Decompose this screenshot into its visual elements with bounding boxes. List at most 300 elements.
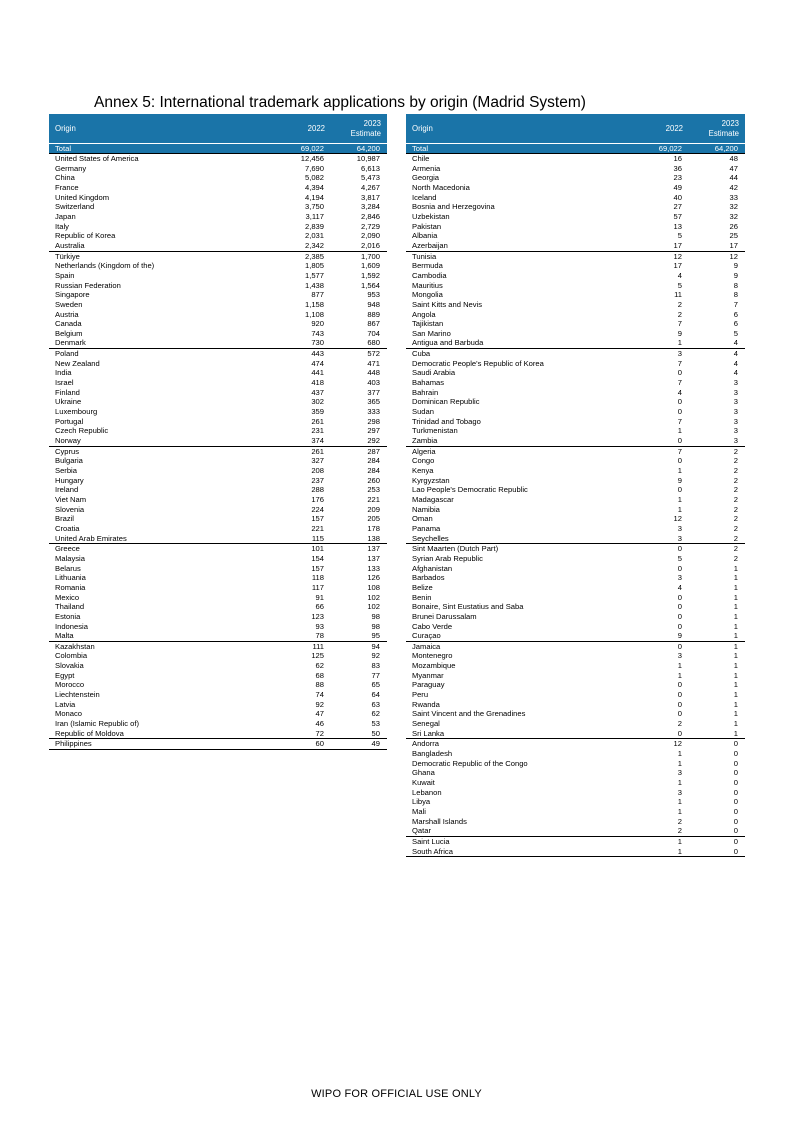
value-2022: 1 bbox=[677, 466, 682, 475]
value-2022: 1 bbox=[677, 836, 682, 846]
table-row bbox=[406, 397, 745, 407]
value-2022: 3 bbox=[677, 651, 682, 661]
value-2023: 0 bbox=[689, 847, 745, 857]
total-label: Total bbox=[49, 144, 275, 154]
value-2022: 224 bbox=[311, 504, 324, 514]
value-2023: 12 bbox=[729, 251, 738, 261]
country-name: Barbados bbox=[412, 573, 445, 583]
country-name: Lao People's Democratic Republic bbox=[412, 485, 528, 495]
table-row bbox=[49, 466, 387, 476]
value-2022: 36 bbox=[673, 163, 682, 173]
value-2023: 471 bbox=[367, 358, 380, 368]
table-row bbox=[406, 826, 745, 836]
value-2023: 102 bbox=[367, 602, 380, 612]
country-name: Thailand bbox=[55, 602, 85, 612]
country-name: Senegal bbox=[412, 719, 440, 729]
table-row bbox=[406, 222, 745, 232]
country-name: Armenia bbox=[412, 163, 441, 173]
value-2023: 63 bbox=[371, 699, 380, 709]
value-2023: 7 bbox=[733, 299, 738, 309]
value-2023: 1 bbox=[733, 573, 738, 583]
country-name: Mauritius bbox=[412, 280, 443, 290]
country-name: Bosnia and Herzegovina bbox=[412, 202, 495, 212]
table-row bbox=[49, 426, 387, 436]
value-2023: 138 bbox=[331, 534, 387, 544]
table-row bbox=[406, 154, 745, 164]
year-2023-header: 2023 Estimate bbox=[689, 114, 745, 144]
country-name: Switzerland bbox=[55, 202, 95, 212]
total-row bbox=[49, 144, 387, 154]
table-row bbox=[406, 661, 745, 671]
value-2022: 1 bbox=[677, 670, 682, 680]
table-row bbox=[49, 261, 387, 271]
value-2022: 1 bbox=[677, 749, 682, 759]
value-2022: 261 bbox=[311, 416, 324, 426]
country-name: Zambia bbox=[406, 436, 633, 446]
country-name: Cambodia bbox=[412, 270, 447, 280]
value-2023: 3,284 bbox=[360, 202, 380, 212]
value-2022: 3 bbox=[677, 523, 682, 533]
table-row bbox=[49, 651, 387, 661]
table-row bbox=[406, 564, 745, 574]
country-name: Jamaica bbox=[412, 641, 441, 651]
country-name: Tajikistan bbox=[412, 319, 444, 329]
value-2022: 12 bbox=[673, 251, 682, 261]
table-row bbox=[49, 310, 387, 320]
value-2023: 1 bbox=[733, 661, 738, 671]
table-row bbox=[406, 612, 745, 622]
value-2022: 157 bbox=[311, 563, 324, 573]
value-2023: 0 bbox=[733, 816, 738, 826]
value-2023: 292 bbox=[331, 436, 387, 446]
table-row bbox=[406, 690, 745, 700]
table-row bbox=[49, 290, 387, 300]
country-name: Singapore bbox=[55, 290, 90, 300]
value-2022: 261 bbox=[311, 446, 324, 456]
country-name: Liechtenstein bbox=[55, 690, 100, 700]
value-2022: 374 bbox=[275, 436, 331, 446]
country-name: Myanmar bbox=[412, 670, 444, 680]
country-name: Italy bbox=[55, 221, 69, 231]
table-row bbox=[406, 378, 745, 388]
origin-header: Origin bbox=[49, 114, 275, 144]
value-2022: 0 bbox=[677, 592, 682, 602]
table-row bbox=[49, 222, 387, 232]
table-row bbox=[406, 622, 745, 632]
value-2023: 32 bbox=[729, 211, 738, 221]
table-row bbox=[49, 583, 387, 593]
table-row bbox=[49, 544, 387, 554]
value-2022: 17 bbox=[673, 261, 682, 271]
value-2023: 4 bbox=[733, 368, 738, 378]
table-row bbox=[49, 407, 387, 417]
country-name: Angola bbox=[412, 309, 436, 319]
value-2023: 948 bbox=[367, 299, 380, 309]
country-name: Greece bbox=[55, 544, 80, 554]
value-2022: 117 bbox=[311, 582, 324, 592]
value-2023: 4 bbox=[689, 338, 745, 348]
value-2022: 2 bbox=[677, 816, 682, 826]
country-name: Serbia bbox=[55, 466, 77, 475]
value-2022: 118 bbox=[311, 573, 324, 583]
table-row bbox=[406, 524, 745, 534]
value-2022: 2 bbox=[633, 826, 689, 836]
table-row bbox=[49, 202, 387, 212]
value-2023: 0 bbox=[733, 836, 738, 846]
page-title: Annex 5: International trademark applications by origin (Madrid System) bbox=[94, 94, 586, 111]
table-row bbox=[406, 749, 745, 759]
value-2023: 47 bbox=[729, 163, 738, 173]
table-row bbox=[49, 456, 387, 466]
value-2023: 867 bbox=[367, 319, 380, 329]
value-2022: 4,194 bbox=[304, 192, 324, 202]
table-row bbox=[49, 338, 387, 348]
value-2023: 1,700 bbox=[360, 251, 380, 261]
value-2022: 2 bbox=[677, 309, 682, 319]
country-name: Indonesia bbox=[55, 621, 88, 631]
value-2022: 0 bbox=[677, 544, 682, 554]
value-2022: 237 bbox=[311, 475, 324, 485]
value-2023: 1 bbox=[733, 699, 738, 709]
table-row bbox=[49, 485, 387, 495]
value-2023: 1 bbox=[733, 641, 738, 651]
value-2022: 9 bbox=[677, 475, 682, 485]
value-2023: 365 bbox=[367, 397, 380, 407]
total-row bbox=[406, 144, 745, 154]
country-name: Brunei Darussalam bbox=[412, 611, 477, 621]
table-row bbox=[406, 388, 745, 398]
value-2022: 0 bbox=[677, 709, 682, 719]
country-name: Netherlands (Kingdom of the) bbox=[55, 261, 155, 271]
table-row bbox=[49, 534, 387, 544]
table-row bbox=[406, 202, 745, 212]
table-row bbox=[406, 417, 745, 427]
value-2023: 48 bbox=[729, 154, 738, 163]
country-name: United Arab Emirates bbox=[49, 534, 275, 544]
value-2022: 88 bbox=[315, 680, 324, 690]
table-row bbox=[406, 554, 745, 564]
country-name: Romania bbox=[55, 582, 86, 592]
table-row bbox=[49, 193, 387, 203]
country-name: Belize bbox=[412, 582, 433, 592]
value-2023: 2 bbox=[689, 534, 745, 544]
value-2022: 730 bbox=[275, 338, 331, 348]
table-row bbox=[406, 631, 745, 641]
value-2023: 205 bbox=[367, 514, 380, 524]
value-2023: 33 bbox=[729, 192, 738, 202]
value-2023: 1 bbox=[733, 680, 738, 690]
value-2022: 125 bbox=[311, 651, 324, 661]
value-2023: 77 bbox=[371, 670, 380, 680]
table-row bbox=[406, 817, 745, 827]
table-row bbox=[49, 739, 387, 750]
value-2023: 2 bbox=[733, 494, 738, 504]
country-name: Syrian Arab Republic bbox=[412, 553, 483, 563]
table-row bbox=[406, 193, 745, 203]
table-row bbox=[406, 505, 745, 515]
country-name: Mali bbox=[412, 806, 426, 816]
table-row bbox=[406, 768, 745, 778]
value-2022: 66 bbox=[315, 602, 324, 612]
table-row bbox=[406, 349, 745, 359]
table-row bbox=[49, 446, 387, 456]
value-2023: 253 bbox=[367, 485, 380, 495]
value-2023: 403 bbox=[367, 378, 380, 388]
country-name: Morocco bbox=[55, 680, 85, 690]
value-2023: 0 bbox=[733, 758, 738, 768]
country-name: Dominican Republic bbox=[412, 397, 480, 407]
country-name: Ukraine bbox=[55, 397, 82, 407]
table-row bbox=[406, 739, 745, 749]
country-name: Sint Maarten (Dutch Part) bbox=[412, 544, 499, 554]
value-2022: 0 bbox=[677, 611, 682, 621]
footer-classification: WIPO FOR OFFICIAL USE ONLY bbox=[311, 1088, 482, 1100]
country-name: Monaco bbox=[55, 709, 83, 719]
country-name: China bbox=[55, 173, 75, 183]
table-row bbox=[406, 593, 745, 603]
table-row bbox=[49, 251, 387, 261]
country-name: Bangladesh bbox=[412, 749, 453, 759]
value-2023: 108 bbox=[367, 582, 380, 592]
country-name: Slovakia bbox=[55, 661, 84, 671]
value-2022: 3 bbox=[677, 768, 682, 778]
table-row bbox=[406, 251, 745, 261]
value-2022: 7,690 bbox=[304, 163, 324, 173]
value-2023: 3 bbox=[733, 387, 738, 397]
value-2022: 0 bbox=[677, 690, 682, 700]
table-row bbox=[49, 212, 387, 222]
table-row bbox=[406, 847, 745, 857]
country-name: Madagascar bbox=[412, 494, 454, 504]
table-row bbox=[49, 495, 387, 505]
country-name: Andorra bbox=[412, 739, 440, 749]
country-name: Estonia bbox=[55, 611, 81, 621]
table-row bbox=[49, 173, 387, 183]
table-row bbox=[49, 709, 387, 719]
value-2023: 1 bbox=[733, 563, 738, 573]
value-2022: 743 bbox=[311, 328, 324, 338]
value-2023: 704 bbox=[367, 328, 380, 338]
table-row bbox=[406, 788, 745, 798]
value-2022: 474 bbox=[311, 358, 324, 368]
value-2023: 102 bbox=[367, 592, 380, 602]
country-name: Oman bbox=[412, 514, 433, 524]
value-2023: 298 bbox=[367, 416, 380, 426]
value-2022: 3,117 bbox=[305, 211, 324, 221]
value-2022: 154 bbox=[311, 553, 324, 563]
value-2022: 0 bbox=[677, 397, 682, 407]
value-2023: 2 bbox=[733, 485, 738, 495]
table-row bbox=[49, 368, 387, 378]
table-row bbox=[406, 729, 745, 739]
table-row bbox=[49, 417, 387, 427]
value-2022: 57 bbox=[673, 211, 682, 221]
country-name: Bahamas bbox=[412, 378, 445, 388]
value-2022: 115 bbox=[275, 534, 331, 544]
value-2023: 0 bbox=[733, 778, 738, 787]
origin-header: Origin bbox=[406, 114, 633, 144]
table-row bbox=[406, 641, 745, 651]
value-2022: 1,158 bbox=[304, 299, 324, 309]
table-row bbox=[49, 700, 387, 710]
value-2023: 1 bbox=[689, 729, 745, 739]
value-2023: 1,609 bbox=[360, 261, 380, 271]
value-2023: 209 bbox=[367, 504, 380, 514]
value-2023: 297 bbox=[367, 426, 380, 436]
value-2022: 2,342 bbox=[275, 241, 331, 251]
value-2023: 2 bbox=[733, 466, 738, 475]
value-2023: 8 bbox=[733, 290, 738, 300]
value-2023: 284 bbox=[367, 456, 380, 466]
country-name: Belgium bbox=[55, 328, 83, 338]
country-name: Colombia bbox=[55, 651, 88, 661]
table-row bbox=[406, 183, 745, 193]
value-2022: 231 bbox=[311, 426, 324, 436]
value-2022: 4 bbox=[677, 387, 682, 397]
value-2023: 3 bbox=[733, 378, 738, 388]
table-row bbox=[49, 524, 387, 534]
country-name: Sweden bbox=[55, 299, 83, 309]
country-name: Cuba bbox=[412, 349, 431, 359]
value-2023: 3 bbox=[689, 436, 745, 446]
left-table bbox=[49, 114, 387, 750]
value-2023: 65 bbox=[371, 680, 380, 690]
value-2023: 221 bbox=[367, 494, 380, 504]
value-2023: 0 bbox=[733, 797, 738, 807]
country-name: Algeria bbox=[412, 446, 436, 456]
table-row bbox=[49, 505, 387, 515]
table-row bbox=[49, 164, 387, 174]
country-name: Norway bbox=[49, 436, 275, 446]
country-name: Czech Republic bbox=[55, 426, 109, 436]
country-name: Democratic People's Republic of Korea bbox=[412, 358, 544, 368]
value-2022: 221 bbox=[311, 523, 324, 533]
value-2023: 49 bbox=[331, 739, 387, 750]
country-name: Bonaire, Sint Eustatius and Saba bbox=[412, 602, 524, 612]
value-2023: 1 bbox=[689, 631, 745, 641]
table-row bbox=[406, 573, 745, 583]
table-row bbox=[49, 661, 387, 671]
table-row bbox=[49, 359, 387, 369]
value-2023: 95 bbox=[331, 631, 387, 641]
country-name: Afghanistan bbox=[412, 563, 453, 573]
country-name: Hungary bbox=[55, 475, 84, 485]
country-name: Montenegro bbox=[412, 651, 453, 661]
value-2023: 6,613 bbox=[360, 163, 380, 173]
table-row bbox=[49, 388, 387, 398]
value-2022: 1,805 bbox=[304, 261, 324, 271]
value-2022: 1 bbox=[633, 338, 689, 348]
table-row bbox=[49, 436, 387, 446]
value-2022: 91 bbox=[315, 592, 324, 602]
value-2022: 92 bbox=[315, 699, 324, 709]
table-row bbox=[49, 241, 387, 251]
value-2023: 137 bbox=[367, 553, 380, 563]
value-2023: 2 bbox=[733, 544, 738, 554]
table-row bbox=[406, 495, 745, 505]
value-2022: 101 bbox=[311, 544, 324, 554]
value-2022: 1 bbox=[677, 806, 682, 816]
value-2022: 78 bbox=[275, 631, 331, 641]
country-name: Lithuania bbox=[55, 573, 86, 583]
value-2022: 2,385 bbox=[304, 251, 324, 261]
country-name: United States of America bbox=[55, 154, 139, 163]
value-2022: 1 bbox=[677, 797, 682, 807]
value-2023: 1 bbox=[733, 611, 738, 621]
value-2023: 62 bbox=[371, 709, 380, 719]
table-row bbox=[49, 329, 387, 339]
value-2023: 98 bbox=[371, 611, 380, 621]
value-2022: 7 bbox=[677, 446, 682, 456]
table-row bbox=[406, 466, 745, 476]
value-2022: 302 bbox=[311, 397, 324, 407]
country-name: Tunisia bbox=[412, 251, 437, 261]
year-2022-header: 2022 bbox=[275, 114, 331, 144]
value-2023: 4,267 bbox=[360, 182, 380, 192]
value-2023: 1 bbox=[733, 621, 738, 631]
table-row bbox=[406, 514, 745, 524]
country-name: Belarus bbox=[55, 563, 81, 573]
value-2023: 2 bbox=[733, 446, 738, 456]
table-row bbox=[406, 231, 745, 241]
value-2023: 572 bbox=[367, 349, 380, 359]
value-2022: 7 bbox=[677, 358, 682, 368]
value-2023: 94 bbox=[371, 641, 380, 651]
country-name: Cyprus bbox=[55, 446, 80, 456]
value-2022: 9 bbox=[677, 328, 682, 338]
value-2022: 3 bbox=[677, 573, 682, 583]
value-2022: 441 bbox=[311, 368, 324, 378]
value-2023: 1 bbox=[733, 651, 738, 661]
country-name: Kenya bbox=[412, 466, 434, 475]
value-2023: 2,729 bbox=[360, 221, 380, 231]
country-name: Mongolia bbox=[412, 290, 443, 300]
value-2023: 9 bbox=[733, 270, 738, 280]
value-2023: 92 bbox=[371, 651, 380, 661]
table-row bbox=[406, 436, 745, 446]
table-row bbox=[49, 476, 387, 486]
value-2023: 1 bbox=[733, 690, 738, 700]
value-2022: 1 bbox=[677, 494, 682, 504]
table-row bbox=[49, 281, 387, 291]
table-row bbox=[406, 778, 745, 788]
country-name: Sudan bbox=[412, 407, 434, 417]
value-2023: 1,564 bbox=[360, 280, 380, 290]
value-2023: 98 bbox=[371, 621, 380, 631]
value-2023: 2,016 bbox=[331, 241, 387, 251]
table-row bbox=[49, 612, 387, 622]
country-name: Poland bbox=[55, 349, 79, 359]
value-2022: 3 bbox=[677, 349, 682, 359]
table-row bbox=[406, 319, 745, 329]
table-row bbox=[49, 602, 387, 612]
value-2022: 7 bbox=[677, 416, 682, 426]
table-row bbox=[49, 349, 387, 359]
country-name: Brazil bbox=[55, 514, 74, 524]
value-2022: 40 bbox=[673, 192, 682, 202]
table-row bbox=[406, 407, 745, 417]
country-name: Israel bbox=[55, 378, 74, 388]
year-2022-header: 2022 bbox=[633, 114, 689, 144]
value-2022: 1 bbox=[677, 504, 682, 514]
country-name: Australia bbox=[49, 241, 275, 251]
value-2023: 50 bbox=[331, 729, 387, 739]
table-row bbox=[49, 271, 387, 281]
country-name: Saint Vincent and the Grenadines bbox=[412, 709, 526, 719]
value-2022: 68 bbox=[315, 670, 324, 680]
country-name: Curaçao bbox=[406, 631, 633, 641]
value-2023: 1 bbox=[733, 670, 738, 680]
